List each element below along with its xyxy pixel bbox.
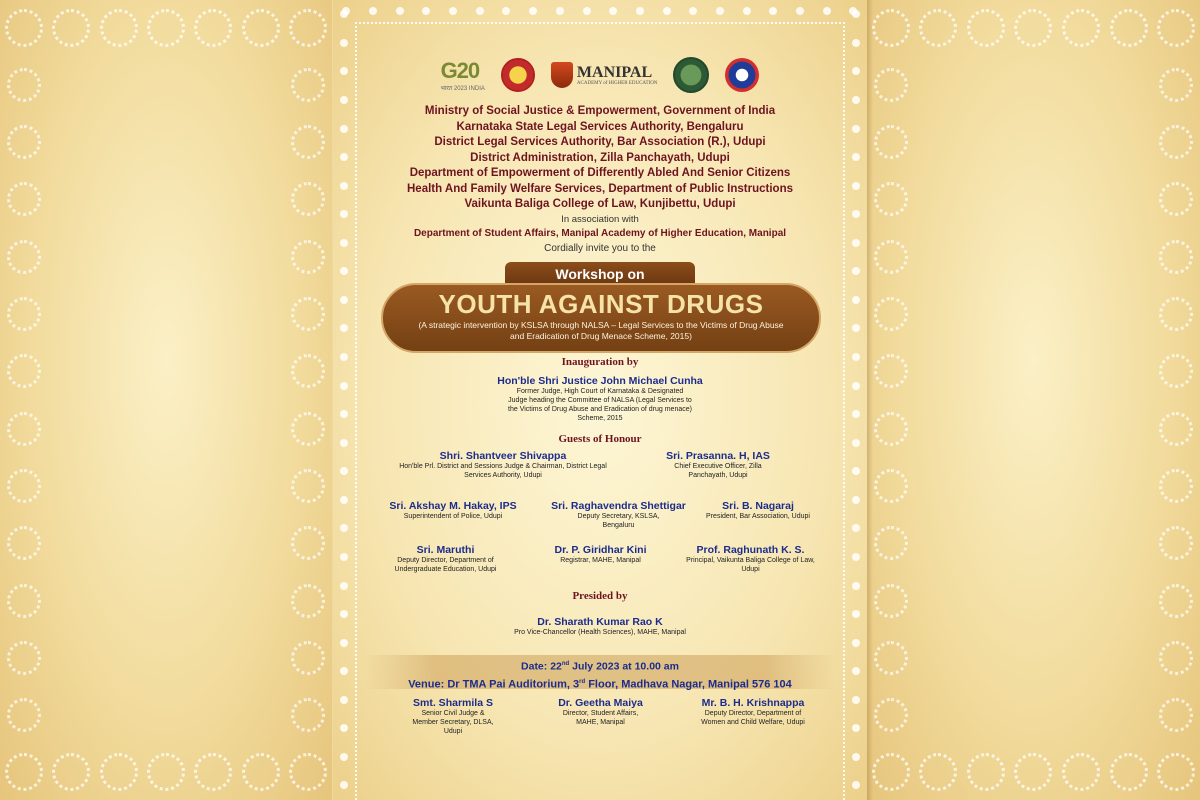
- person-name: Dr. Sharath Kumar Rao K: [537, 616, 663, 628]
- organizer-line: District Administration, Zilla Panchayath, Udupi: [470, 151, 730, 164]
- title-banner: [381, 283, 821, 353]
- invitation-poster: [333, 0, 867, 800]
- coordinator: [388, 697, 518, 736]
- person-name: Sri. B. Nagaraj: [722, 500, 794, 512]
- guest: [531, 500, 706, 530]
- decorative-border: [0, 56, 48, 744]
- presiding-officer: [450, 616, 750, 637]
- person-name: Prof. Raghunath K. S.: [696, 544, 805, 556]
- guest: [393, 450, 613, 480]
- presided-heading: Presided by: [572, 590, 628, 602]
- person-designation: Deputy Director, Department of Undergraduate Education, Udupi: [394, 557, 497, 573]
- event-date: Date: 22nd July 2023 at 10.00 am: [521, 660, 679, 673]
- person-name: Smt. Sharmila S: [413, 697, 493, 709]
- organizer-line: Department of Empowerment of Differently Abled And Senior Citizens: [409, 167, 791, 179]
- person-designation: Deputy Secretary, KSLSA, Bengaluru: [577, 513, 660, 529]
- decorative-border: [0, 0, 332, 56]
- person-designation: Former Judge, High Court of Karnataka & Designated Judge heading the Committee of NALSA (Legal Services to the Victims of Drug Abuse and Eradication of drug menace) Scheme, 2015: [508, 388, 692, 422]
- person-name: Sri. Prasanna. H, IAS: [666, 450, 770, 462]
- karnataka-seal-icon: [501, 58, 535, 92]
- guest: [378, 500, 528, 521]
- guest: [678, 544, 823, 574]
- organizer-line: District Legal Services Authority, Bar Association (R.), Udupi: [434, 136, 766, 148]
- inauguration-heading: Inauguration by: [561, 356, 639, 368]
- person-designation: Deputy Director, Department of Women and Child Welfare, Udupi: [701, 710, 805, 726]
- left-background-panel: [0, 0, 332, 800]
- person-name: Sri. Maruthi: [416, 544, 475, 556]
- coordinator: [533, 697, 668, 727]
- person-designation: Senior Civil Judge & Member Secretary, DLSA, Udupi: [412, 710, 494, 735]
- decorative-border: [333, 4, 867, 18]
- decorative-border: [867, 744, 1200, 800]
- organizer-line: Ministry of Social Justice & Empowerment, Government of India: [424, 105, 776, 117]
- person-designation: Principal, Vaikunta Baliga College of Law, Udupi: [686, 557, 815, 573]
- guest: [633, 450, 803, 480]
- person-designation: Pro Vice-Chancellor (Health Sciences), MAHE, Manipal: [514, 629, 686, 636]
- person-name: Shri. Shantveer Shivappa: [439, 450, 567, 462]
- organizer-line: Vaikunta Baliga College of Law, Kunjibettu, Udupi: [464, 198, 736, 210]
- invite-text: Cordially invite you to the: [544, 243, 656, 254]
- guest: [533, 544, 668, 565]
- person-designation: Director, Student Affairs, MAHE, Manipal: [562, 710, 639, 726]
- event-venue: Venue: Dr TMA Pai Auditorium, 3rd Floor, Madhava Nagar, Manipal 576 104: [408, 678, 792, 691]
- organizer-line: Karnataka State Legal Services Authority, Bengaluru: [456, 120, 744, 133]
- nasha-mukt-bharat-icon: [673, 57, 709, 93]
- event-title: YOUTH AGAINST DRUGS: [438, 289, 764, 319]
- g20-logo: G20 भारत 2023 INDIA: [440, 58, 485, 92]
- decorative-border: [1152, 56, 1200, 744]
- person-designation: Superintendent of Police, Udupi: [403, 513, 503, 520]
- person-designation: Hon'ble Prl. District and Sessions Judge & Chairman, District Legal Services Authority, Udupi: [399, 463, 607, 479]
- person-designation: Chief Executive Officer, Zilla Panchayath, Udupi: [674, 463, 762, 479]
- decorative-border: [0, 744, 332, 800]
- person-name: Dr. P. Giridhar Kini: [554, 544, 647, 556]
- organizer-list: [333, 104, 867, 227]
- police-seal-icon: [725, 58, 759, 92]
- date-venue-banner: [365, 655, 835, 689]
- coordinator: [683, 697, 823, 727]
- event-subtitle: (A strategic intervention by KSLSA through NALSA – Legal Services to the Victims of Drug Abuse and Eradication of Drug Menace Scheme, 2015): [418, 320, 784, 341]
- right-background-panel: [867, 0, 1200, 800]
- person-name: Sri. Raghavendra Shettigar: [551, 500, 686, 512]
- manipal-logo-icon: [551, 62, 573, 88]
- workshop-label: Workshop on: [505, 262, 695, 286]
- inaugurator: [433, 375, 767, 423]
- person-designation: Registrar, MAHE, Manipal: [560, 557, 641, 564]
- person-name: Mr. B. H. Krishnappa: [701, 697, 805, 709]
- manipal-logo: MANIPAL ACADEMY of HIGHER EDUCATION: [551, 62, 658, 88]
- guests-heading: Guests of Honour: [558, 433, 642, 445]
- association-department: Department of Student Affairs, Manipal Academy of Higher Education, Manipal: [413, 228, 787, 239]
- organizer-line: Health And Family Welfare Services, Department of Public Instructions: [407, 182, 793, 195]
- person-name: Dr. Geetha Maiya: [558, 697, 643, 709]
- logo-strip: [333, 55, 867, 95]
- person-name: Hon'ble Shri Justice John Michael Cunha: [497, 375, 703, 387]
- decorative-border: [867, 56, 915, 744]
- decorative-border: [284, 56, 332, 744]
- person-name: Sri. Akshay M. Hakay, IPS: [389, 500, 517, 512]
- association-label: In association with: [561, 213, 639, 225]
- guest: [378, 544, 513, 574]
- guest: [703, 500, 813, 521]
- decorative-border: [867, 0, 1200, 56]
- person-designation: President, Bar Association, Udupi: [706, 513, 810, 520]
